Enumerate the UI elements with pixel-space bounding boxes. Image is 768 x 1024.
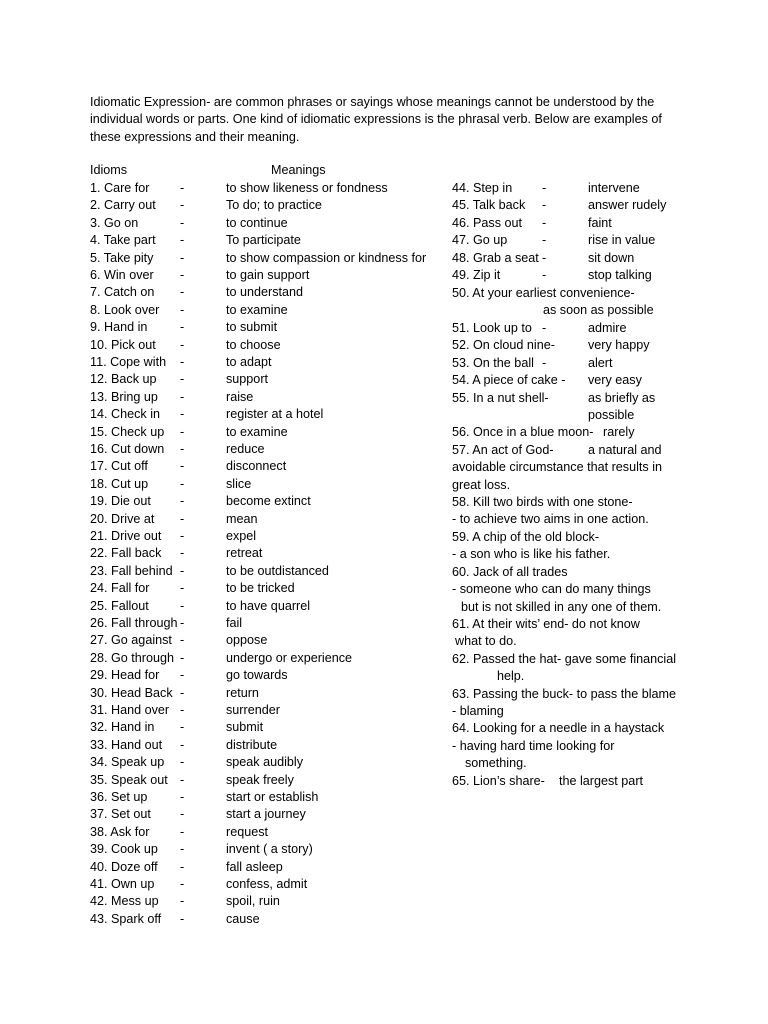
dash-separator: - (180, 755, 185, 770)
idiom-meaning: undergo or experience (226, 650, 353, 665)
idiom-60: 60. Jack of all trades (452, 565, 568, 579)
idiom-term: 42. Mess up (90, 894, 159, 909)
idiom-meaning: to gain support (226, 268, 310, 282)
meaning-60: - someone who can do many things (452, 582, 651, 596)
dash-separator: - (542, 233, 547, 248)
idiom-meaning: raise (226, 389, 254, 404)
idiom-term: 24. Fall for (90, 581, 150, 596)
idiom-meaning: request (226, 824, 269, 839)
meaning-56: rarely (603, 425, 635, 439)
idiom-meaning: invent ( a story) (226, 842, 313, 857)
dash-separator: - (180, 772, 185, 787)
idiom-term: 13. Bring up (90, 389, 158, 404)
idiom-term: 14. Check in (90, 407, 161, 422)
dash-separator: - (180, 337, 185, 352)
idiom-term: 9. Hand in (90, 320, 148, 335)
idiom-meaning: register at a hotel (226, 407, 324, 422)
idiom-meaning: sit down (588, 250, 635, 265)
dash-separator: - (180, 790, 185, 804)
idiom-term: 27. Go against (90, 633, 172, 648)
idiom-term: 6. Win over (90, 268, 154, 282)
idiom-57: 57. An act of God- (452, 443, 554, 457)
dash-separator: - (180, 233, 185, 248)
dash-separator: - (180, 250, 185, 265)
idiom-meaning: rise in value (588, 233, 656, 248)
idiom-meaning: to choose (226, 337, 281, 352)
idiom-term: 1. Care for (90, 181, 150, 195)
meaning-58: - to achieve two aims in one action. (452, 512, 649, 526)
idiom-63: 63. Passing the buck- to pass the blame (452, 687, 677, 701)
idiom-term: 43. Spark off (90, 911, 162, 926)
idiom-58: 58. Kill two birds with one stone- (452, 495, 633, 509)
idiom-53: 53. On the ball (452, 356, 534, 370)
idiom-term: 7. Catch on (90, 285, 155, 300)
dash-separator: - (180, 389, 185, 404)
idiom-meaning: to show likeness or fondness (226, 181, 388, 195)
dash-separator: - (180, 737, 185, 752)
dash-separator: - (180, 720, 185, 735)
idiom-term: 29. Head for (90, 668, 160, 683)
idiom-term: 26. Fall through (90, 616, 178, 630)
idiom-term: 48. Grab a seat (452, 250, 539, 265)
idiom-meaning: to be tricked (226, 581, 295, 596)
idiom-term: 32. Hand in (90, 720, 155, 735)
idiom-term: 18. Cut up (90, 476, 149, 491)
dash-separator: - (180, 616, 185, 630)
dash-separator: - (542, 198, 547, 213)
dash-51: - (542, 321, 547, 335)
meaning-57: a natural and (588, 443, 662, 457)
idiom-meaning: To do; to practice (226, 198, 322, 213)
idiom-term: 36. Set up (90, 790, 148, 804)
idiom-64: 64. Looking for a needle in a haystack (452, 721, 665, 735)
idiom-term: 3. Go on (90, 215, 139, 230)
idiom-meaning: to examine (226, 424, 288, 439)
idiom-62: 62. Passed the hat- gave some financial (452, 652, 677, 666)
meaning-62-cont: help. (497, 669, 525, 683)
idiom-meaning: fail (226, 616, 243, 630)
idioms-header: Idioms (90, 163, 128, 177)
idiom-meaning: To participate (226, 233, 301, 248)
idiom-term: 2. Carry out (90, 198, 156, 213)
idiom-term: 28. Go through (90, 650, 175, 665)
idiom-meaning: expel (226, 529, 257, 543)
idiom-meaning: start or establish (226, 790, 319, 804)
meaning-54: very easy (588, 373, 642, 387)
idiom-meaning: to continue (226, 215, 288, 230)
dash-separator: - (180, 494, 185, 509)
meaning-60-cont: but is not skilled in any one of them. (461, 600, 662, 614)
idiom-meaning: stop talking (588, 268, 652, 282)
idiom-61: 61. At their wits’ end- do not know (452, 617, 640, 631)
dash-separator: - (180, 563, 185, 578)
idiom-51: 51. Look up to (452, 321, 532, 335)
idiom-meaning: start a journey (226, 807, 306, 822)
dash-separator: - (180, 407, 185, 422)
idiom-meaning: confess, admit (226, 877, 308, 891)
idiom-meaning: faint (588, 215, 612, 230)
idiom-meaning: oppose (226, 633, 268, 648)
dash-separator: - (180, 529, 185, 543)
dash-separator: - (180, 877, 185, 891)
dash-separator: - (180, 181, 185, 195)
dash-separator: - (180, 198, 185, 213)
dash-separator: - (180, 807, 185, 822)
meaning-59: - a son who is like his father. (452, 547, 611, 561)
idiom-54: 54. A piece of cake - (452, 373, 566, 387)
idiom-term: 37. Set out (90, 807, 151, 822)
idiom-meaning: retreat (226, 546, 263, 561)
idiom-term: 39. Cook up (90, 842, 158, 857)
idiom-meaning: speak audibly (226, 755, 304, 770)
idiom-55: 55. In a nut shell- (452, 391, 549, 405)
idiom-term: 34. Speak up (90, 755, 165, 770)
dash-separator: - (180, 424, 185, 439)
idiom-meaning: submit (226, 720, 264, 735)
idiom-meaning: speak freely (226, 772, 294, 787)
dash-separator: - (180, 546, 185, 561)
idiom-term: 25. Fallout (90, 598, 149, 613)
dash-separator: - (180, 268, 185, 282)
dash-separator: - (180, 372, 185, 387)
idiom-meaning: cause (226, 911, 260, 926)
dash-separator: - (180, 476, 185, 491)
idiom-term: 8. Look over (90, 302, 160, 317)
dash-separator: - (542, 181, 547, 195)
meaning-52: very happy (588, 338, 650, 352)
idiom-meaning: to understand (226, 285, 304, 300)
dash-separator: - (180, 685, 185, 700)
idiom-meaning: to show compassion or kindness for (226, 250, 427, 265)
meaning-55: as briefly as (588, 391, 656, 405)
idiom-term: 35. Speak out (90, 772, 168, 787)
meaning-61-cont: what to do. (455, 634, 517, 648)
idiom-term: 45. Talk back (452, 198, 526, 213)
idiom-term: 21. Drive out (90, 529, 162, 543)
dash-separator: - (180, 842, 185, 857)
idiom-term: 11. Cope with (90, 355, 167, 369)
idiom-term: 38. Ask for (90, 824, 150, 839)
dash-separator: - (180, 824, 185, 839)
dash-separator: - (180, 650, 185, 665)
dash-separator: - (180, 320, 185, 335)
idiom-term: 40. Doze off (90, 859, 158, 874)
idiom-meaning: to be outdistanced (226, 563, 329, 578)
meaning-65: the largest part (559, 774, 644, 788)
idiom-meaning: reduce (226, 442, 265, 456)
idiom-term: 49. Zip it (452, 268, 501, 282)
idiom-meaning: to examine (226, 302, 288, 317)
meaning-53: alert (588, 356, 613, 370)
dash-separator: - (180, 355, 185, 369)
meaning-51: admire (588, 321, 627, 335)
dash-53: - (542, 356, 547, 370)
dash-separator: - (180, 511, 185, 526)
idiom-meaning: intervene (588, 181, 640, 195)
dash-separator: - (180, 911, 185, 926)
dash-separator: - (180, 633, 185, 648)
dash-separator: - (180, 703, 185, 717)
idiom-term: 47. Go up (452, 233, 508, 248)
idiom-term: 20. Drive at (90, 511, 155, 526)
dash-separator: - (180, 215, 185, 230)
idiom-term: 44. Step in (452, 181, 513, 195)
idiom-term: 17. Cut off (90, 459, 148, 474)
dash-separator: - (542, 215, 547, 230)
idiom-meaning: go towards (226, 668, 288, 683)
intro-paragraph: Idiomatic Expression- are common phrases or sayings whose meanings cannot be understood by the individual words or parts. One kind of idiomatic expressions is the phrasal verb. Below are examples of these expressions and their meaning. (90, 95, 662, 144)
idiom-65: 65. Lion’s share- (452, 774, 545, 788)
dash-separator: - (180, 459, 185, 474)
idiom-term: 41. Own up (90, 877, 155, 891)
idiom-meaning: distribute (226, 737, 278, 752)
dash-separator: - (180, 285, 185, 300)
idiom-meaning: to have quarrel (226, 598, 311, 613)
dash-separator: - (180, 894, 185, 909)
dash-separator: - (180, 442, 185, 456)
idiom-term: 15. Check up (90, 424, 165, 439)
dash-separator: - (180, 859, 185, 874)
meaning-57-cont: avoidable circumstance that results in (452, 460, 662, 474)
idiom-term: 16. Cut down (90, 442, 165, 456)
idiom-term: 46. Pass out (452, 215, 523, 230)
idiom-term: 22. Fall back (90, 546, 162, 561)
idiom-term: 19. Die out (90, 494, 151, 509)
idiom-meaning: return (226, 685, 259, 700)
idiom-52: 52. On cloud nine- (452, 338, 555, 352)
idiom-term: 12. Back up (90, 372, 157, 387)
idiom-meaning: fall asleep (226, 859, 283, 874)
idiom-meaning: support (226, 372, 269, 387)
idiom-term: 33. Hand out (90, 737, 163, 752)
idiom-meaning: surrender (226, 703, 280, 717)
idiom-50: 50. At your earliest convenience- (452, 286, 635, 300)
meaning-64: - having hard time looking for (452, 739, 615, 753)
idiom-meaning: disconnect (226, 459, 287, 474)
idiom-term: 31. Hand over (90, 703, 170, 717)
meaning-55-cont: possible (588, 408, 635, 422)
idiom-59: 59. A chip of the old block- (452, 530, 600, 544)
idiom-meaning: answer rudely (588, 198, 667, 213)
idiom-meaning: slice (226, 476, 252, 491)
meanings-header: Meanings (271, 163, 326, 177)
dash-separator: - (180, 302, 185, 317)
meaning-50: as soon as possible (543, 303, 654, 317)
dash-separator: - (180, 668, 185, 683)
dash-separator: - (180, 598, 185, 613)
idiom-meaning: to adapt (226, 355, 272, 369)
dash-separator: - (542, 250, 547, 265)
idiom-meaning: spoil, ruin (226, 894, 280, 909)
idiom-term: 30. Head Back (90, 685, 173, 700)
idiom-term: 5. Take pity (90, 250, 154, 265)
idiom-56: 56. Once in a blue moon- (452, 425, 594, 439)
idiom-meaning: to submit (226, 320, 278, 335)
meaning-57-end: great loss. (452, 478, 511, 492)
dash-separator: - (542, 268, 547, 282)
idiom-meaning: become extinct (226, 494, 311, 509)
dash-separator: - (180, 581, 185, 596)
idiom-term: 4. Take part (90, 233, 156, 248)
idiom-term: 10. Pick out (90, 337, 156, 352)
meaning-64-cont: something. (465, 756, 527, 770)
idiom-term: 23. Fall behind (90, 563, 173, 578)
meaning-63-cont: - blaming (452, 704, 504, 718)
idiom-meaning: mean (226, 511, 258, 526)
